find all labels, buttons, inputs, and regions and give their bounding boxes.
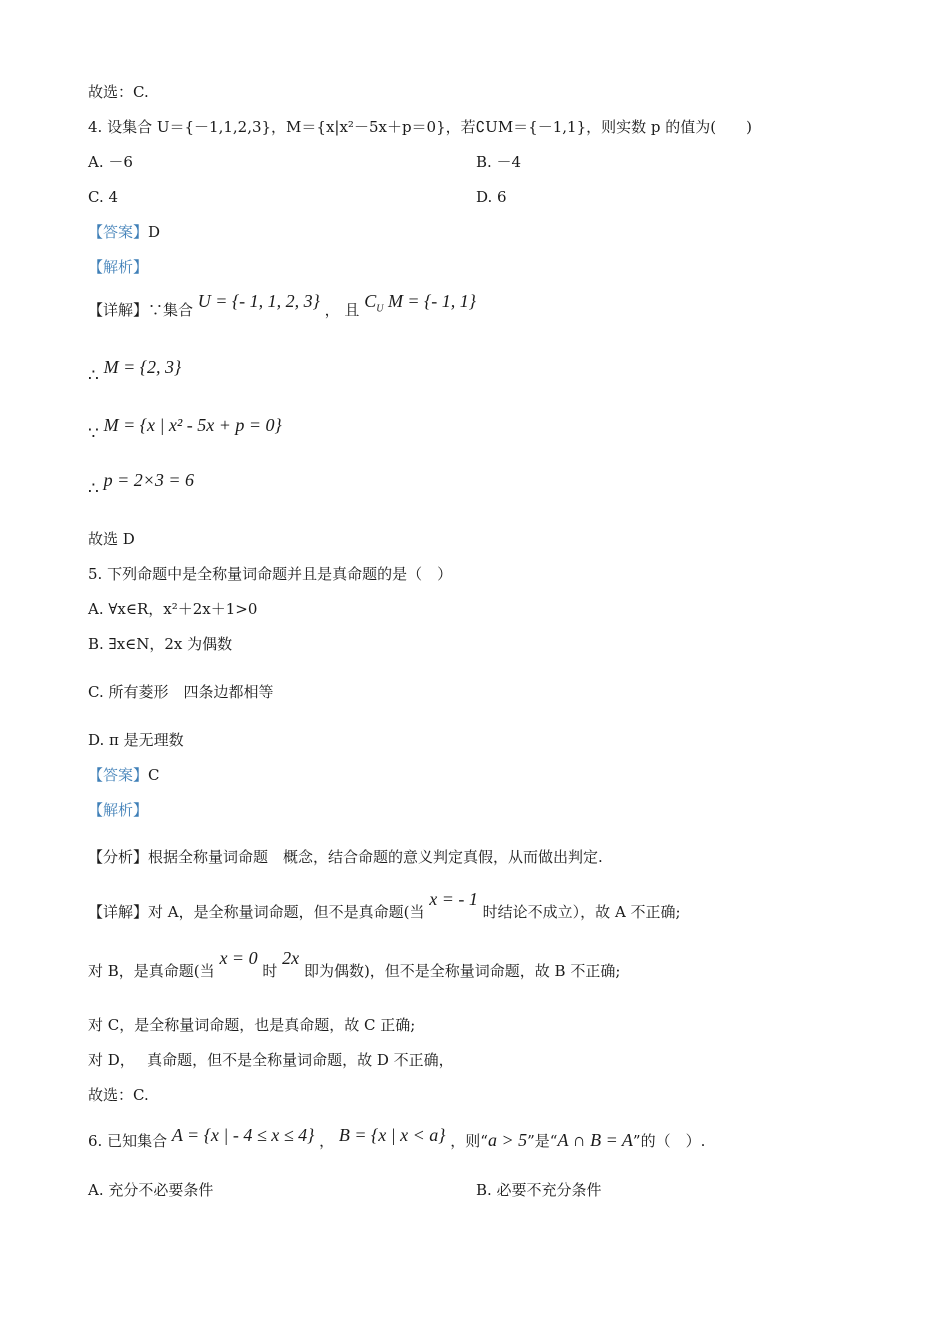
math-x-neg1: x = - 1 (429, 889, 478, 909)
math-a-gt-5: a > 5 (487, 1130, 528, 1150)
math-p-value: p = 2×3 = 6 (103, 470, 195, 490)
q6-option-a: A. 充分不必要条件 (88, 1181, 214, 1199)
q4-step-1 (88, 352, 182, 386)
therefore-icon: ∴ (88, 479, 99, 499)
q4-answer (88, 222, 160, 242)
q4-conclusion: 故选 D (88, 530, 135, 548)
conclusion-line: 故选：C. (88, 83, 149, 101)
q4-step-2 (88, 410, 282, 444)
q5-option-b: B. ∃x∈N，2x 为偶数 (88, 635, 233, 653)
q4-analysis-tag: 【解析】 (88, 258, 149, 276)
math-m-definition: M = {x | x² - 5x + p = 0} (103, 415, 282, 435)
q5-option-c: C. 所有菱形 四条边都相等 (88, 683, 274, 701)
math-2x: 2x (282, 948, 300, 968)
q5-detail-c: 对 C，是全称量词命题，也是真命题，故 C 正确; (88, 1016, 416, 1034)
q4-option-c: C. 4 (88, 188, 119, 206)
q5-answer (88, 765, 160, 785)
detail-prefix: 【详解】∵集合 (88, 301, 194, 319)
because-icon: ∵ (88, 424, 99, 444)
q4-detail (88, 291, 476, 332)
math-complement: $C_U$ M = {- 1, 1} (364, 291, 476, 315)
q5-conclusion: 故选：C. (88, 1086, 149, 1104)
q5-option-a: A. ∀x∈R，x²＋2x＋1>0 (88, 600, 258, 618)
math-x-zero: x = 0 (219, 948, 258, 968)
math-intersection: A ∩ B = A (557, 1130, 633, 1150)
q6-option-b: B. 必要不充分条件 (476, 1181, 602, 1199)
answer-value: C (148, 766, 160, 784)
question-5-stem: 5. 下列命题中是全称量词命题并且是真命题的是（ ） (88, 565, 453, 583)
q5-detail-a: 【详解】对 A，是全称量词命题，但不是真命题(当 x = - 1 时结论不成立），故 A 不正确; (88, 889, 681, 921)
answer-value: D (148, 223, 161, 241)
question-6-stem: 6. 已知集合 A = {x | - 4 ≤ x ≤ 4} ， B = {x | x < a} ，则“a > 5”是“A ∩ B = A”的（ ）. (88, 1125, 706, 1150)
question-4-stem: 4. 设集合 U＝{－1,1,2,3}，M＝{x|x²－5x＋p＝0}，若∁UM＝{－1,1}，则实数 p 的值为( ) (88, 118, 752, 136)
math-set-b: B = {x | x < a} (338, 1125, 446, 1145)
q5-analysis-tag: 【解析】 (88, 801, 149, 819)
math-m-value: M = {2, 3} (103, 357, 182, 377)
math-set-a: A = {x | - 4 ≤ x ≤ 4} (171, 1125, 315, 1145)
answer-tag: 【答案】 (88, 223, 149, 241)
therefore-icon: ∴ (88, 366, 99, 386)
q4-step-3 (88, 465, 195, 499)
q4-option-b: B. －4 (476, 153, 522, 171)
q4-option-a: A. －6 (88, 153, 133, 171)
answer-tag: 【答案】 (88, 766, 149, 784)
q5-option-d: D. π 是无理数 (88, 731, 184, 749)
q5-detail-d: 对 D， 真命题，但不是全称量词命题，故 D 不正确， (88, 1051, 454, 1069)
q5-fenxi: 【分析】根据全称量词命题 概念，结合命题的意义判定真假，从而做出判定. (88, 848, 603, 866)
q4-option-d: D. 6 (476, 188, 507, 206)
detail-mid: ， 且 (324, 301, 360, 319)
math-set-u: U = {- 1, 1, 2, 3} (197, 291, 320, 311)
q5-detail-b: 对 B，是真命题(当 x = 0 时 2x 即为偶数)，但不是全称量词命题，故 B 不正确; (88, 948, 621, 980)
